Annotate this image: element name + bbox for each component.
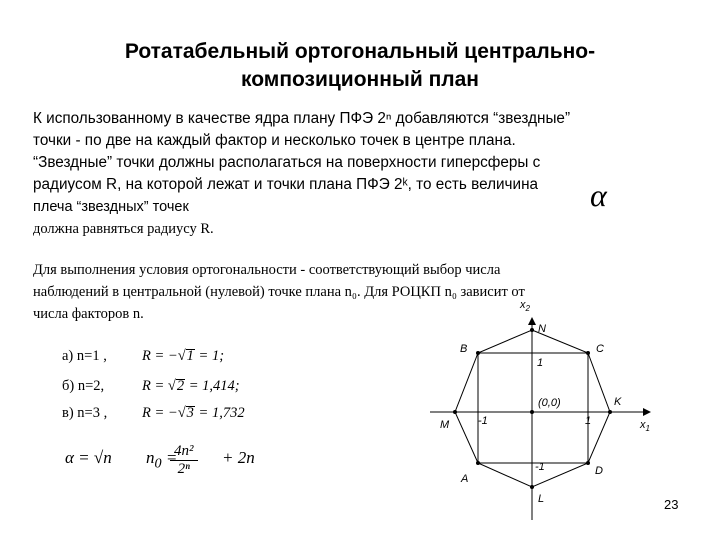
axis-x1-label: $x_1$: [640, 419, 650, 433]
n0-formula-plus: + 2n: [222, 448, 255, 467]
para1-line-1: К использованному в качестве ядра плану ПФЭ 2ⁿ добавляются “звездные”: [33, 110, 571, 127]
case-equation: R = √2 = 1,414;: [142, 378, 240, 394]
title-line-1: Ротатабельный ортогональный центрально-: [124, 40, 596, 63]
para2-line-2: наблюдений в центральной (нулевой) точке плана n₀. Для РОЦКП n₀ зависит от: [33, 284, 525, 300]
origin-label: (0,0): [538, 397, 561, 409]
case-label: б) n=2,: [62, 378, 105, 394]
label-n: N: [538, 323, 546, 335]
tick-y-neg: -1: [535, 461, 545, 473]
para1-line-4: радиусом R, на которой лежат и точки плана ПФЭ 2ᵏ, то есть величина: [33, 176, 539, 193]
point-a: [476, 461, 480, 465]
label-m: M: [440, 419, 450, 431]
para1-line-2: точки - по две на каждый фактор и несколько точек в центре плана.: [33, 132, 516, 149]
case-equation: R = −√3 = 1,732: [142, 405, 245, 421]
alpha-formula: α = √n: [65, 448, 112, 467]
para1-line-6: должна равняться радиусу R.: [33, 221, 214, 237]
label-k: K: [614, 396, 622, 408]
point-b: [476, 351, 480, 355]
case-label: а) n=1 ,: [62, 348, 107, 364]
factorial-square: [478, 353, 588, 463]
point-d: [586, 461, 590, 465]
para1-line-3: “Звездные” точки должны располагаться на поверхности гиперсферы с: [33, 154, 541, 171]
n0-formula-left: $n_0$ =: [146, 448, 178, 472]
fraction-numerator: 4n²: [170, 443, 198, 461]
point-n: [530, 328, 534, 332]
para2-line-1: Для выполнения условия ортогональности - соответствующий выбор числа: [33, 262, 501, 278]
case-equation: R = −√1 = 1;: [142, 348, 225, 364]
point-l: [530, 485, 534, 489]
tick-x-pos: 1: [585, 415, 592, 427]
alpha-symbol: α: [590, 177, 607, 213]
label-d: D: [595, 465, 603, 477]
para1-line-5: плеча “звездных” точек: [33, 199, 189, 215]
tick-x-neg: -1: [478, 415, 488, 427]
label-b: B: [460, 343, 468, 355]
point-m: [453, 410, 457, 414]
label-l: L: [538, 493, 545, 505]
point-k: [608, 410, 612, 414]
title-line-2: композиционный план: [241, 68, 479, 91]
point-c: [586, 351, 590, 355]
fraction-denominator: 2ⁿ: [177, 461, 190, 477]
label-a: A: [461, 473, 469, 485]
tick-y-pos: 1: [537, 357, 544, 369]
point-origin: [530, 410, 534, 414]
para2-line-3: числа факторов n.: [33, 306, 144, 322]
label-c: C: [596, 343, 604, 355]
case-label: в) n=3 ,: [62, 405, 108, 421]
page-number: 23: [664, 497, 679, 512]
axis-x2-label: $x_2$: [520, 299, 530, 313]
